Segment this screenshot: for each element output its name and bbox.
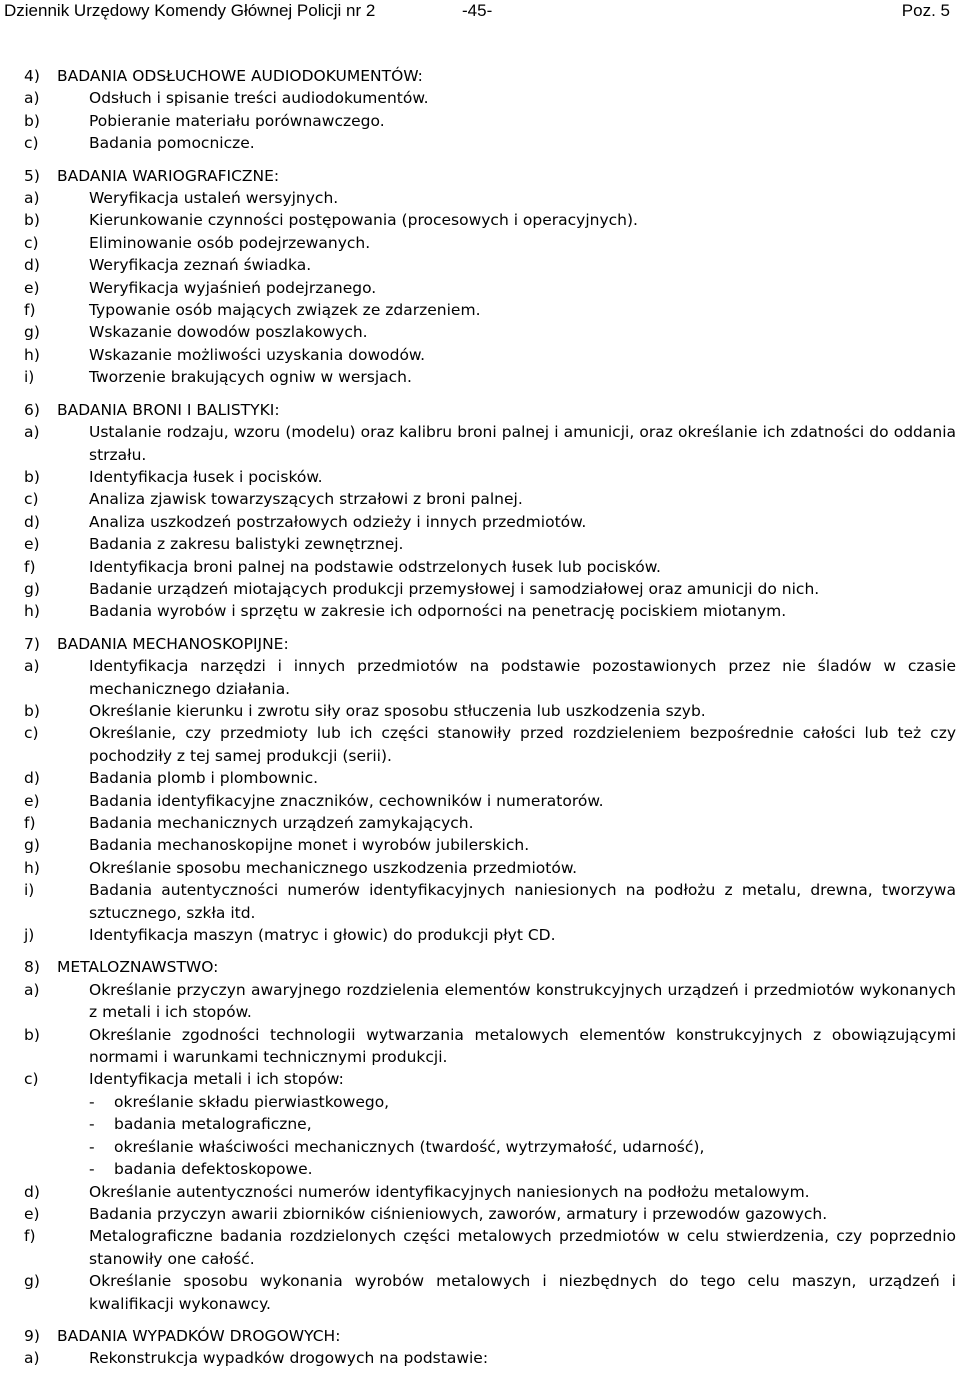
item-label: f) <box>24 301 36 320</box>
item-text: Określanie sposobu wykonania wyrobów metalowych i niezbędnych do tego celu maszyn, urządzeń i kwalifikacji wykonawcy. <box>89 1272 956 1313</box>
item-label: i) <box>24 368 35 387</box>
sub-list-item <box>24 1158 956 1180</box>
section-title: BADANIA BRONI I BALISTYKI: <box>57 400 280 419</box>
item-label: d) <box>24 1182 40 1201</box>
journal-title: Dziennik Urzędowy Komendy Głównej Policji nr 2 <box>4 1 376 20</box>
section-title: BADANIA ODSŁUCHOWE AUDIODOKUMENTÓW: <box>57 67 423 85</box>
sub-item-text: badania metalograficzne, <box>114 1115 312 1134</box>
list-item <box>24 466 956 488</box>
item-text: Pobieranie materiału porównawczego. <box>89 111 385 130</box>
item-label: b) <box>24 211 40 230</box>
sub-item-text: określanie właściwości mechanicznych (twardość, wytrzymałość, udarność), <box>114 1137 705 1156</box>
item-text: Badanie urządzeń miotających produkcji przemysłowej i samodziałowej oraz amunicji do nich. <box>89 579 820 598</box>
list-item <box>24 232 956 254</box>
document-body <box>24 65 956 1380</box>
list-item <box>24 421 956 466</box>
item-text: Badania mechanicznych urządzeń zamykających. <box>89 814 474 832</box>
section-heading <box>24 633 956 655</box>
item-text: Określanie sposobu mechanicznego uszkodzenia przedmiotów. <box>89 858 578 877</box>
sub-item-text: badania defektoskopowe. <box>114 1160 313 1179</box>
item-text: Identyfikacja łusek i pocisków. <box>89 467 323 486</box>
list-item <box>24 834 956 856</box>
item-text: Badania przyczyn awarii zbiorników ciśnieniowych, zaworów, armatury i przewodów gazowych. <box>89 1204 828 1223</box>
item-text: Ustalanie rodzaju, wzoru (modelu) oraz kalibru broni palnej i amunicji, oraz określanie ich zdatności do oddania strzału. <box>89 423 956 464</box>
item-label: e) <box>24 278 40 297</box>
position-number: Poz. 5 <box>901 1 950 20</box>
item-text: Badania z zakresu balistyki zewnętrznej. <box>89 535 404 554</box>
section-title: BADANIA MECHANOSKOPIJNE: <box>57 634 289 653</box>
item-label: g) <box>24 579 40 598</box>
item-label: b) <box>24 1025 40 1044</box>
section-number: 5) <box>24 166 40 185</box>
list-item <box>24 299 956 321</box>
item-label: e) <box>24 1204 40 1223</box>
list-item <box>24 578 956 600</box>
item-text: Weryfikacja zeznań świadka. <box>89 256 312 275</box>
item-text: Badania wyrobów i sprzętu w zakresie ich odporności na penetrację pociskiem miotanym. <box>89 602 787 621</box>
item-text: Weryfikacja ustaleń wersyjnych. <box>89 189 339 208</box>
section <box>24 956 956 1315</box>
page-header <box>0 0 950 22</box>
list-item <box>24 511 956 533</box>
dash-bullet: - <box>89 1092 95 1111</box>
item-text: Określanie autentyczności numerów identyfikacyjnych naniesionych na podłożu metalowym. <box>89 1182 810 1201</box>
section-heading <box>24 165 956 187</box>
item-text: Określanie kierunku i zwrotu siły oraz sposobu stłuczenia lub uszkodzenia szyb. <box>89 701 706 720</box>
list-item <box>24 556 956 578</box>
item-text: Identyfikacja narzędzi i innych przedmiotów na podstawie pozostawionych przez nie śladów w czasie mechanicznego działania. <box>89 657 956 698</box>
dash-bullet: - <box>89 1137 95 1156</box>
item-label: a) <box>24 89 40 108</box>
item-label: g) <box>24 1272 40 1291</box>
section-number: 7) <box>24 634 40 653</box>
item-text: Analiza uszkodzeń postrzałowych odzieży i innych przedmiotów. <box>89 512 587 531</box>
list-item <box>24 812 956 834</box>
section <box>24 633 956 947</box>
list-item <box>24 879 956 924</box>
section-number: 9) <box>24 1326 40 1345</box>
item-text: Badania pomocnicze. <box>89 134 255 153</box>
item-label: f) <box>24 557 36 576</box>
list-item <box>24 277 956 299</box>
sub-list-item <box>24 1113 956 1135</box>
list-item <box>24 767 956 789</box>
list-item <box>24 87 956 109</box>
item-label: e) <box>24 791 40 810</box>
item-text: Wskazanie możliwości uzyskania dowodów. <box>89 345 426 364</box>
list-item <box>24 187 956 209</box>
list-item <box>24 254 956 276</box>
item-text: Analiza zjawisk towarzyszących strzałowi z broni palnej. <box>89 490 523 509</box>
list-item <box>24 533 956 555</box>
list-item <box>24 790 956 812</box>
list-item <box>24 110 956 132</box>
item-label: a) <box>24 657 40 676</box>
item-label: e) <box>24 535 40 554</box>
list-item <box>24 722 956 767</box>
item-text: Identyfikacja metali i ich stopów: <box>89 1070 344 1089</box>
list-item <box>24 924 956 946</box>
item-text: Badania identyfikacyjne znaczników, cechowników i numeratorów. <box>89 791 604 810</box>
list-item <box>24 132 956 154</box>
section-number: 8) <box>24 958 40 977</box>
section-heading <box>24 956 956 978</box>
item-text: Badania autentyczności numerów identyfikacyjnych naniesionych na podłożu z metalu, drewna, tworzywa sztucznego, szkła itd. <box>89 881 956 922</box>
section-number: 6) <box>24 400 40 419</box>
list-item <box>24 1270 956 1315</box>
item-text: Określanie przyczyn awaryjnego rozdzielenia elementów konstrukcyjnych urządzeń i przedmiotów wykonanych z metali i ich stopów. <box>89 980 956 1022</box>
item-text: Badania plomb i plombownic. <box>89 769 319 788</box>
section-title: METALOZNAWSTWO: <box>57 958 219 977</box>
list-item <box>24 655 956 700</box>
item-label: h) <box>24 345 40 364</box>
item-label: f) <box>24 814 36 832</box>
list-item <box>24 366 956 388</box>
list-item <box>24 1203 956 1225</box>
list-item <box>24 700 956 722</box>
item-label: g) <box>24 323 40 342</box>
item-label: a) <box>24 189 40 208</box>
item-text: Odsłuch i spisanie treści audiodokumentów. <box>89 89 429 108</box>
section-heading <box>24 65 956 87</box>
item-label: b) <box>24 111 40 130</box>
item-text: Identyfikacja broni palnej na podstawie odstrzelonych łusek lub pocisków. <box>89 557 661 576</box>
sub-list-item <box>24 1091 956 1113</box>
section <box>24 65 956 155</box>
dash-bullet: - <box>89 1160 95 1179</box>
list-item <box>24 857 956 879</box>
item-text: Badania mechanoskopijne monet i wyrobów jubilerskich. <box>89 836 530 855</box>
list-item <box>24 1181 956 1203</box>
sub-list-item <box>24 1136 956 1158</box>
item-label: c) <box>24 233 39 252</box>
item-text: Kierunkowanie czynności postępowania (procesowych i operacyjnych). <box>89 211 638 230</box>
item-text: Tworzenie brakujących ogniw w wersjach. <box>89 368 412 387</box>
list-item <box>24 600 956 622</box>
section-title: BADANIA WARIOGRAFICZNE: <box>57 166 280 185</box>
item-label: f) <box>24 1227 36 1246</box>
list-item <box>24 979 956 1024</box>
list-item <box>24 344 956 366</box>
section <box>24 399 956 623</box>
item-label: a) <box>24 423 40 442</box>
item-label: g) <box>24 836 40 855</box>
list-item <box>24 1347 956 1369</box>
item-label: h) <box>24 858 40 877</box>
section <box>24 165 956 389</box>
item-label: b) <box>24 467 40 486</box>
item-text: Rekonstrukcja wypadków drogowych na podstawie: <box>89 1349 489 1368</box>
list-item <box>24 1225 956 1270</box>
item-text: Identyfikacja maszyn (matryc i głowic) do produkcji płyt CD. <box>89 926 556 945</box>
item-label: j) <box>24 926 35 945</box>
section-title: BADANIA WYPADKÓW DROGOWYCH: <box>57 1326 341 1345</box>
item-label: a) <box>24 1349 40 1368</box>
list-item <box>24 1024 956 1069</box>
dash-bullet: - <box>89 1115 95 1134</box>
item-label: a) <box>24 980 40 999</box>
item-label: h) <box>24 602 40 621</box>
list-item <box>24 488 956 510</box>
sub-item-text: określanie składu pierwiastkowego, <box>114 1092 390 1111</box>
item-label: c) <box>24 134 39 153</box>
item-text: Metalograficzne badania rozdzielonych części metalowych przedmiotów w celu stwierdzenia, czy poprzednio stanowiły one całość. <box>89 1227 956 1268</box>
item-text: Wskazanie dowodów poszlakowych. <box>89 323 368 342</box>
list-item <box>24 1068 956 1090</box>
list-item <box>24 209 956 231</box>
section <box>24 1325 956 1370</box>
section-heading <box>24 1325 956 1347</box>
item-label: b) <box>24 701 40 720</box>
item-label: i) <box>24 881 35 900</box>
item-text: Typowanie osób mających związek ze zdarzeniem. <box>89 301 481 320</box>
item-label: d) <box>24 512 40 531</box>
item-text: Eliminowanie osób podejrzewanych. <box>89 233 371 252</box>
section-heading <box>24 399 956 421</box>
section-number: 4) <box>24 67 40 85</box>
item-label: c) <box>24 724 39 743</box>
item-text: Weryfikacja wyjaśnień podejrzanego. <box>89 278 377 297</box>
list-item <box>24 321 956 343</box>
item-label: c) <box>24 490 39 509</box>
item-label: d) <box>24 256 40 275</box>
item-label: c) <box>24 1070 39 1089</box>
item-text: Określanie zgodności technologii wytwarzania metalowych elementów konstrukcyjnych z obowiązującymi normami i warunkami technicznymi produkcji. <box>89 1025 956 1067</box>
page-number: -45- <box>462 1 493 20</box>
item-text: Określanie, czy przedmioty lub ich części stanowiły przed rozdzieleniem bezpośrednie całości lub też czy pochodziły z tej samej produkcji (serii). <box>89 724 956 765</box>
item-label: d) <box>24 769 40 788</box>
